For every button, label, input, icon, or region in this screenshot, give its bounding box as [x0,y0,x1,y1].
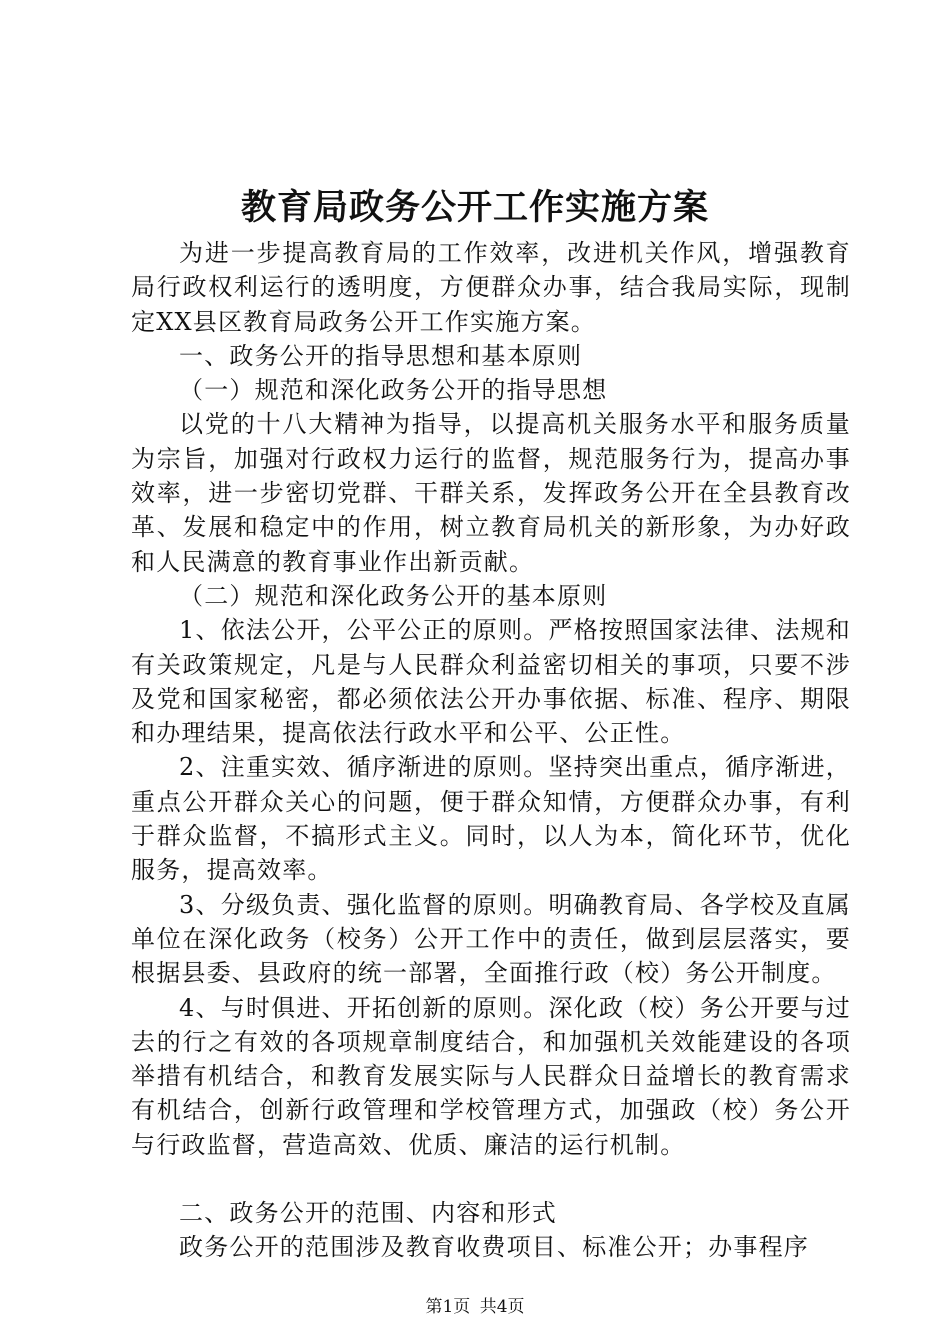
section-heading-2: 二、政务公开的范围、内容和形式 [179,1199,557,1228]
paragraph-spacer [131,1162,851,1196]
subsection-heading-2: （二）规范和深化政务公开的基本原则 [179,581,608,610]
principle-paragraph-1: 1、依法公开，公平公正的原则。严格按照国家法律、法规和有关政策规定，凡是与人民群众利益密切相关的事项，只要不涉及党和国家秘密，都必须依法公开办事依据、标准、程序、期限和办理结果，提高依法行政水平和公平、公正性。 [131,616,851,748]
section-heading-1: 一、政务公开的指导思想和基本原则 [179,341,583,370]
page-footer [0,1296,950,1318]
document-title: 教育局政务公开工作实施方案 [240,187,709,228]
document-body [131,236,851,1265]
body-paragraph-last: 政务公开的范围涉及教育收费项目、标准公开；办事程序 [179,1233,809,1262]
principle-paragraph-2: 2、注重实效、循序渐进的原则。坚持突出重点，循序渐进，重点公开群众关心的问题，便于群众知情，方便群众办事，有利于群众监督，不搞形式主义。同时，以人为本，简化环节，优化服务，提高效率。 [131,753,851,885]
page-total: 共4页 [479,1297,525,1317]
body-paragraph: 以党的十八大精神为指导，以提高机关服务水平和服务质量为宗旨，加强对行政权力运行的监督，规范服务行为，提高办事效率，进一步密切党群、干群关系，发挥政务公开在全县教育改革、发展和稳定中的作用，树立教育局机关的新形象，为办好政和人民满意的教育事业作出新贡献。 [131,410,851,576]
intro-paragraph: 为进一步提高教育局的工作效率，改进机关作风，增强教育局行政权利运行的透明度，方便群众办事，结合我局实际，现制定XX县区教育局政务公开工作实施方案。 [131,239,851,336]
subsection-heading-1: （一）规范和深化政务公开的指导思想 [179,376,608,405]
principle-paragraph-4: 4、与时俱进、开拓创新的原则。深化政（校）务公开要与过去的行之有效的各项规章制度结合，和加强机关效能建设的各项举措有机结合，和教育发展实际与人民群众日益增长的教育需求有机结合，创新行政管理和学校管理方式，加强政（校）务公开与行政监督，营造高效、优质、廉洁的运行机制。 [131,993,851,1159]
principle-paragraph-3: 3、分级负责、强化监督的原则。明确教育局、各学校及直属单位在深化政务（校务）公开工作中的责任，做到层层落实，要根据县委、县政府的统一部署，全面推行政（校）务公开制度。 [131,890,851,988]
page-number: 第1页 [425,1297,471,1317]
